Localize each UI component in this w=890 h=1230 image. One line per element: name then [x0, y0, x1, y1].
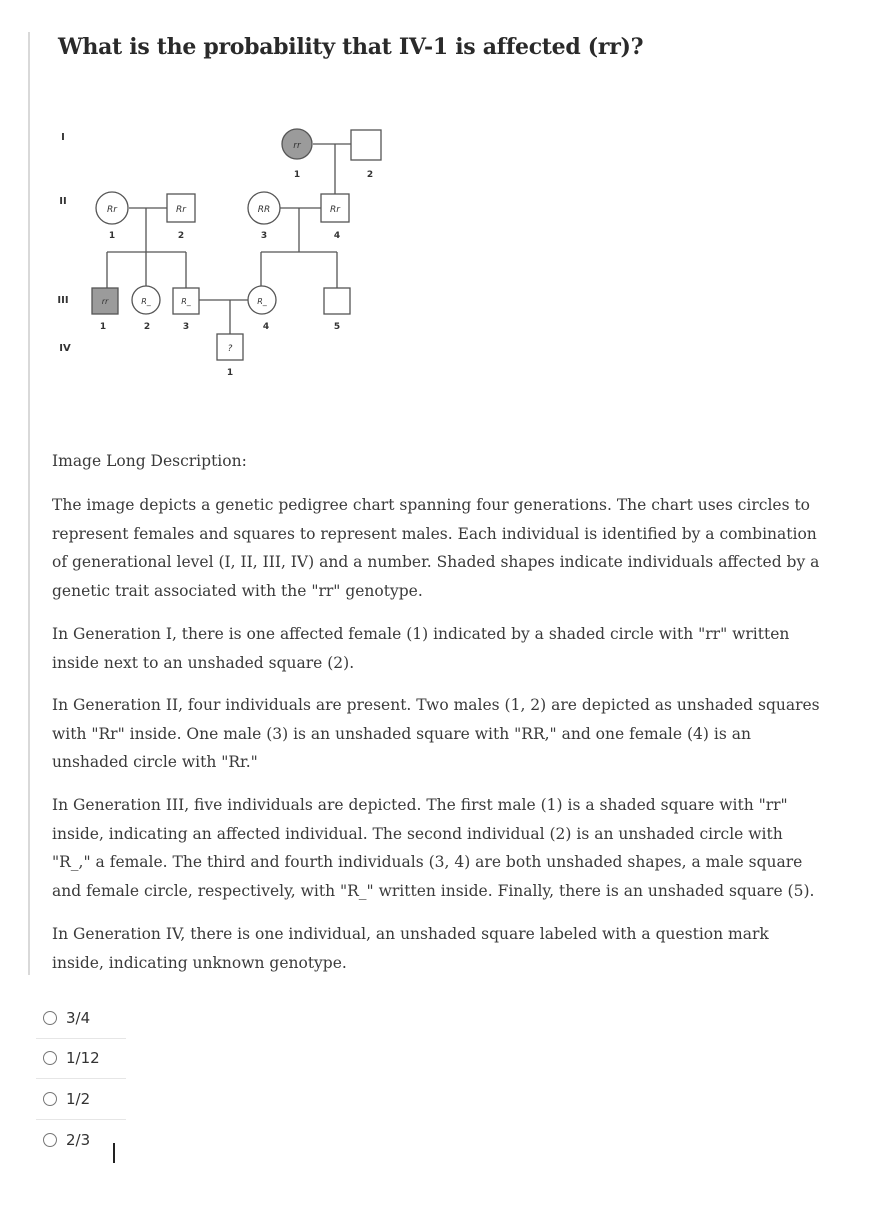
individual-number: 4	[262, 322, 270, 332]
individual-number: 3	[260, 231, 268, 241]
individual-III1	[92, 288, 118, 332]
description-heading: Image Long Description:	[52, 452, 247, 470]
individual-number: 1	[99, 322, 107, 332]
radio-button[interactable]	[43, 1092, 57, 1106]
genotype-label: Rr	[330, 205, 340, 215]
individual-number: 2	[143, 322, 151, 332]
option-label: 2/3	[66, 1130, 91, 1149]
individual-II3	[248, 192, 280, 241]
radio-button[interactable]	[43, 1133, 57, 1147]
answer-option-3[interactable]	[36, 1079, 126, 1120]
genotype-label: Rr	[176, 205, 186, 215]
generation-label-III: III	[57, 295, 69, 306]
answer-options	[36, 998, 126, 1160]
answer-option-1[interactable]	[36, 998, 126, 1039]
description-paragraph: In Generation II, four individuals are present. Two males (1, 2) are depicted as unshaded squares with "Rr" inside. One male (3) is an unshaded square with "RR," and one female (4) is an unshaded circle with "Rr."	[52, 696, 820, 771]
generation-label-I: I	[61, 132, 65, 143]
question-title: What is the probability that IV-1 is affected (rr)?	[58, 34, 644, 60]
genotype-label: R_	[141, 297, 151, 306]
option-label: 3/4	[66, 1008, 91, 1027]
text-cursor	[113, 1143, 115, 1163]
individual-III3	[173, 288, 199, 332]
individual-III5	[324, 288, 350, 332]
genotype-label: ?	[227, 344, 233, 354]
option-label: 1/2	[66, 1089, 91, 1108]
individual-II4	[321, 194, 349, 241]
genotype-label: Rr	[107, 205, 117, 215]
individual-III2	[132, 286, 160, 332]
generation-label-IV: IV	[59, 343, 71, 354]
individual-IV1	[217, 334, 243, 378]
genotype-label: rr	[293, 141, 301, 151]
left-rule	[28, 32, 30, 975]
individual-II2	[167, 194, 195, 241]
answer-option-2[interactable]	[36, 1039, 126, 1080]
individual-number: 4	[333, 231, 341, 241]
description-paragraph: In Generation III, five individuals are depicted. The first male (1) is a shaded square with "rr" inside, indicating an affected individual. The second individual (2) is an unshaded circle with "R_," a female. The third and fourth individuals (3, 4) are both unshaded shapes, a male square and female circle, respectively, with "R_" written inside. Finally, there is an unshaded square (5).	[52, 796, 815, 900]
individual-number: 1	[108, 231, 116, 241]
radio-button[interactable]	[43, 1011, 57, 1025]
description-paragraph: In Generation IV, there is one individual, an unshaded square labeled with a question mark inside, indicating unknown genotype.	[52, 925, 769, 972]
description-paragraph: In Generation I, there is one affected female (1) indicated by a shaded circle with "rr" written inside next to an unshaded square (2).	[52, 625, 790, 672]
individual-I2	[351, 130, 381, 180]
pedigree-chart	[40, 112, 420, 382]
individual-number: 1	[226, 368, 234, 378]
individual-III4	[248, 286, 276, 332]
genotype-label: rr	[101, 297, 109, 306]
radio-button[interactable]	[43, 1051, 57, 1065]
description-paragraph: The image depicts a genetic pedigree chart spanning four generations. The chart uses circles to represent females and squares to represent males. Each individual is identified by a combination of generational level (I, II, III, IV) and a number. Shaded shapes indicate individuals affected by a genetic trait associated with the "rr" genotype.	[52, 496, 820, 600]
individual-number: 2	[366, 170, 374, 180]
individual-I1	[282, 129, 312, 180]
individual-II1	[96, 192, 128, 241]
genotype-label: R_	[181, 297, 191, 306]
genotype-label: R_	[257, 297, 267, 306]
individual-number: 2	[177, 231, 185, 241]
generation-label-II: II	[59, 196, 67, 207]
individual-number: 3	[182, 322, 190, 332]
individual-number: 1	[293, 170, 301, 180]
genotype-label: RR	[257, 205, 271, 215]
individual-number: 5	[333, 322, 341, 332]
option-label: 1/12	[66, 1049, 100, 1068]
